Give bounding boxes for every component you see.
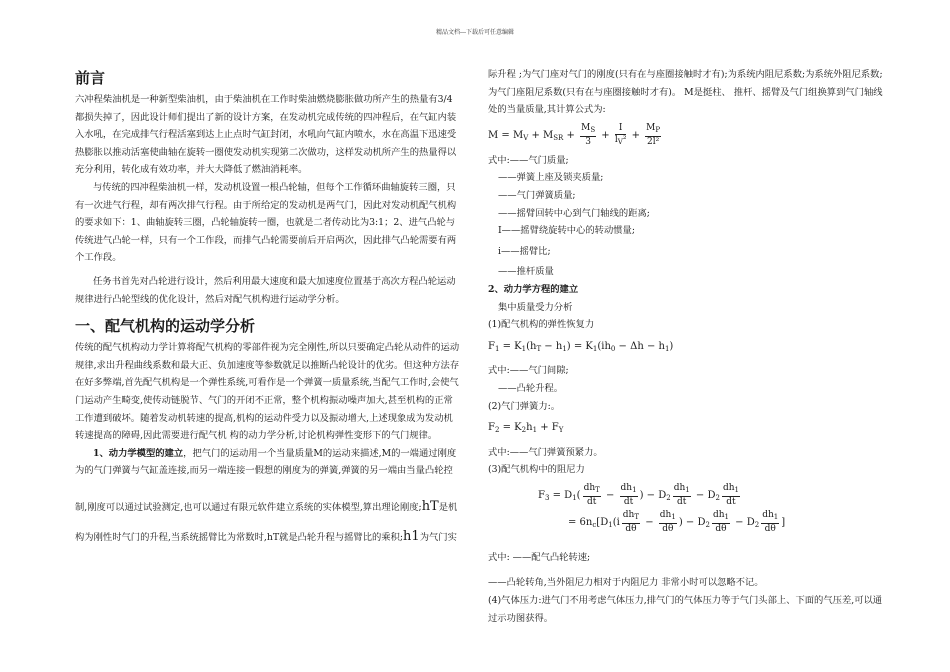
force-3-title: (3)配气机构中的阻尼力 (488, 464, 585, 476)
force-3-note: ——凸轮转角,当外阻尼力相对于内阻尼力 非常小时可以忽略不记。 (488, 577, 764, 589)
right-paragraph-top: 际升程 ;为气门座对气门的刚度(只有在与座圈接触时才有);为系统内阻尼系数;为系统外阻尼系数;为气门座阻尼系数(只有在与座圈接触时才有)。 M是挺柱、 推杆、摇臂及气门组换算到气门轴线处的当量质量,其计算公式为: (488, 69, 883, 116)
equivalent-mass-formula (488, 123, 883, 148)
force-1-where-2: ——凸轮升程。 (498, 382, 564, 394)
preface-paragraph-2: 与传统的四冲程柴油机一样，发动机设置一根凸轮轴，但每个工作循环曲轴旋转三圈，只有一次进气行程，却有两次排气行程。由于所给定的发动机是两气门，因此对发动机配气机构的要求如下：1、曲轴旋转三圈，凸轮轴旋转一圈，也就是二者传动比为3:1；2、进气凸轮与传统进气凸轮一样，只有一个工作段，而排气凸轮需要前后开启两次，因此排气凸轮需要有两个工作段。 (75, 181, 457, 264)
preface-title: 前言 (75, 69, 106, 87)
lift-text: 构为刚性时气门的升程,当系统摇臂比为常数时,hT就是凸轮升程与摇臂比的乘积; (75, 532, 404, 544)
section-1-paragraph-4 (75, 528, 461, 547)
force-4-text: (4)气体压力:进气门不用考虑气体压力,排气门的气体压力等于气门头部上、下面的气压差,可以通过示功图获得。 (488, 595, 883, 624)
section-1-paragraph-3 (75, 498, 461, 517)
h1-symbol: h1 (403, 529, 420, 545)
where-line-6: i——摇臂比; (498, 245, 551, 257)
left-column (75, 66, 461, 547)
where-line-1: 式中:——气门质量; (488, 154, 569, 166)
section-2-subtitle: 集中质量受力分析 (498, 301, 573, 313)
force-1-equation: $F_1 = K_1(h_T - h_1) = K_1(ih_0 - \Delta h - h_1)$ (488, 340, 674, 353)
m-formula-math: $M = M_V + M_{SR}$ + $\frac{M_S}{3}$ + $\frac{I}{l_V^2}$ + $\frac{M_P}{\text{2l²}}$ (488, 122, 661, 147)
hT-symbol: hT (421, 498, 439, 514)
right-column (488, 66, 883, 627)
section-2-title: 2、动力学方程的建立 (488, 283, 579, 295)
where-line-7: ——推杆质量 (498, 266, 554, 278)
model-text: ，把气门的运动用一个当量质量M的运动来描述,M的一端通过刚度为的气门弹簧与气缸盖连接,而另一端连接一假想的刚度为的弹簧,弹簧的另一端由当量凸轮控 (75, 447, 457, 477)
page-header: 精品文档---下载后可任意编辑 (435, 29, 515, 36)
model-heading: 1、动力学模型的建立 (93, 447, 184, 459)
section-1-title: 一、配气机构的运动学分析 (75, 317, 256, 336)
damping-force-equation: $F_3 = D_1$( $dh_T$ dt − $\frac{dh_1}{dt}$ ) − $D_2$ $\frac{dh_1}{dt}$ − $D_2$ $\frac{dh_1}{dt}$ = $6n_c[D_1(i$ $dh_T$ dθ − $\frac{dh_1}{d\theta}$ ) − $D_2$ $\frac{dh_1}{d\theta}$ − $D_2$ $\frac{dh_1}{d\theta}$ ] (538, 482, 786, 534)
force-2-equation: $F_2 = K_2h_1 + F_Y$ (488, 422, 564, 435)
section-1-paragraph-2 (75, 445, 461, 480)
lift-text-end: 为气门实 (419, 532, 457, 544)
where-line-2: ——弹簧上座及锁夹质量; (498, 172, 604, 184)
force-2-title: (2)气门弹簧力:。 (488, 400, 561, 412)
preface-paragraph-1: 六冲程柴油机是一种新型柴油机，由于柴油机在工作时柴油燃烧膨胀做功所产生的热量有3/4都损失掉了，因此设计师们提出了新的设计方案，在发动机完成传统的四冲程后，在气缸内装入水吼，在完成排气行程活塞到达上止点时气缸封闭，水吼向气缸内喷水，水在高温下迅速受热膨胀以推动活塞使曲轴在旋转一圈使发动机实现第二次做功，这样发动机所产生的热量得以充分利用，转化成有效功率，并大大降低了燃油消耗率。 (75, 94, 457, 176)
stiffness-text-end: 是机 (438, 501, 458, 513)
preface-paragraph-3: 任务书首先对凸轮进行设计，然后利用最大速度和最大加速度位置基于高次方程凸轮运动规律进行凸轮型线的优化设计，然后对配气机构进行运动学分析。 (75, 275, 456, 305)
force-3-where: 式中: ——配气凸轮转速; (488, 551, 591, 563)
where-line-3: ——气门弹簧质量; (498, 189, 576, 201)
where-line-4: ——摇臂回转中心到气门轴线的距离; (498, 207, 650, 219)
stiffness-text: 制,刚度可以通过试验测定,也可以通过有限元软件建立系统的实体模型,算出理论刚度; (75, 501, 422, 513)
force-2-where: 式中:——气门弹簧预紧力。 (488, 446, 603, 458)
force-1-where-1: 式中:——气门间隙; (488, 365, 569, 377)
where-line-5: I——摇臂绕旋转中心的转动惯量; (498, 225, 635, 237)
force-1-title: (1)配气机构的弹性恢复力 (488, 319, 595, 331)
section-1-paragraph-1: 传统的配气机构动力学计算将配气机构的零部件视为完全刚性,所以只要确定凸轮从动件的运动规律,求出升程曲线系数和最大正、负加速度等参数就足以推断凸轮设计的优劣。但这种方法存在好多弊端,首先配气机构是一个弹性系统,可看作是一个弹簧一质量系统,当配气工作时,会使气门运动产生畸变,使传动链脱节、气门的开闭不正常，整个机构振动噪声加大,甚至机构的正常工作遭到破坏。随着发动机转速的提高,机构的运动件受力以及振动增大,上述现象成为发动机转速提高的障碍,因此需要进行配气机 构的动力学分析,讨论机构弹性变形下的气门规律。 (75, 342, 460, 442)
